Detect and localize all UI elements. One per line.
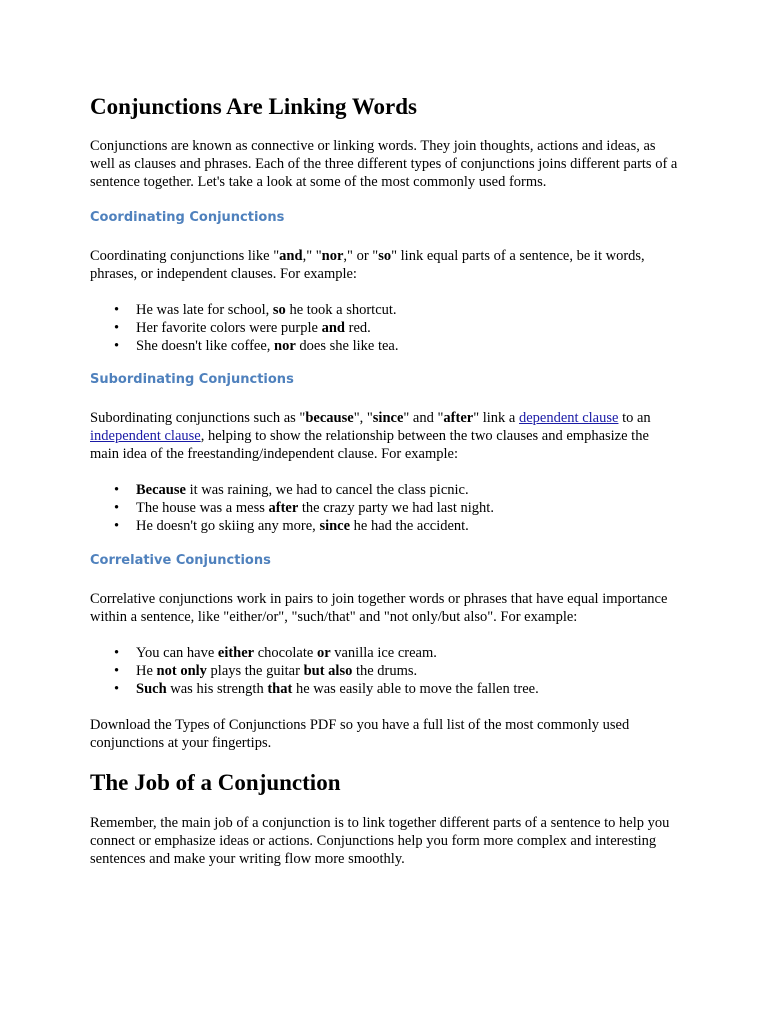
list-item: • You can have either chocolate or vanilla ice cream. [114,645,437,661]
correlative-examples [90,644,690,698]
bullet-icon: • [114,302,120,318]
job-paragraph: Remember, the main job of a conjunction is to link together different parts of a sentence to help you connect or emphasize ideas or actions. Conjunctions help you form more complex and interesting sentences and make your writing flow more smoothly. [90,815,670,867]
page-title: Conjunctions Are Linking Words [90,94,417,119]
list-item: • The house was a mess after the crazy party we had last night. [114,500,494,516]
independent-clause-link[interactable]: independent clause [90,428,201,444]
bullet-icon: • [114,645,120,661]
subordinating-paragraph: Subordinating conjunctions such as "because", "since" and "after" link a dependent clause to an independent clause, helping to show the relationship between the two clauses and emphasize the main idea of the freestanding/independent clause. For example: [90,410,651,462]
list-item: • Her favorite colors were purple and red. [114,320,371,336]
bullet-icon: • [114,518,120,534]
dependent-clause-link[interactable]: dependent clause [519,410,619,426]
section-title: The Job of a Conjunction [90,770,341,795]
list-item: • He not only plays the guitar but also the drums. [114,663,418,679]
coordinating-heading: Coordinating Conjunctions [90,210,285,225]
subordinating-heading: Subordinating Conjunctions [90,372,294,387]
coordinating-paragraph: Coordinating conjunctions like "and," "nor," or "so" link equal parts of a sentence, be it words, phrases, or independent clauses. For example: [90,248,645,282]
bullet-icon: • [114,681,120,697]
correlative-heading: Correlative Conjunctions [90,553,271,568]
bullet-icon: • [114,338,120,354]
list-item: • She doesn't like coffee, nor does she like tea. [114,338,399,354]
list-item: • Because it was raining, we had to cancel the class picnic. [114,482,469,498]
download-paragraph: Download the Types of Conjunctions PDF so you have a full list of the most commonly used conjunctions at your fingertips. [90,717,630,751]
bullet-icon: • [114,320,120,336]
list-item: • Such was his strength that he was easily able to move the fallen tree. [114,681,539,697]
bullet-icon: • [114,663,120,679]
subordinating-examples [90,481,690,535]
bullet-icon: • [114,482,120,498]
list-item: • He doesn't go skiing any more, since he had the accident. [114,518,469,534]
list-item: • He was late for school, so he took a shortcut. [114,302,397,318]
coordinating-examples [90,301,690,355]
correlative-paragraph: Correlative conjunctions work in pairs to join together words or phrases that have equal importance within a sentence, like "either/or", "such/that" and "not only/but also". For example: [90,591,668,625]
intro-paragraph: Conjunctions are known as connective or linking words. They join thoughts, actions and ideas, as well as clauses and phrases. Each of the three different types of conjunctions joins different parts of a sentence together. Let's take a look at some of the most commonly used forms. [90,138,678,190]
bullet-icon: • [114,500,120,516]
